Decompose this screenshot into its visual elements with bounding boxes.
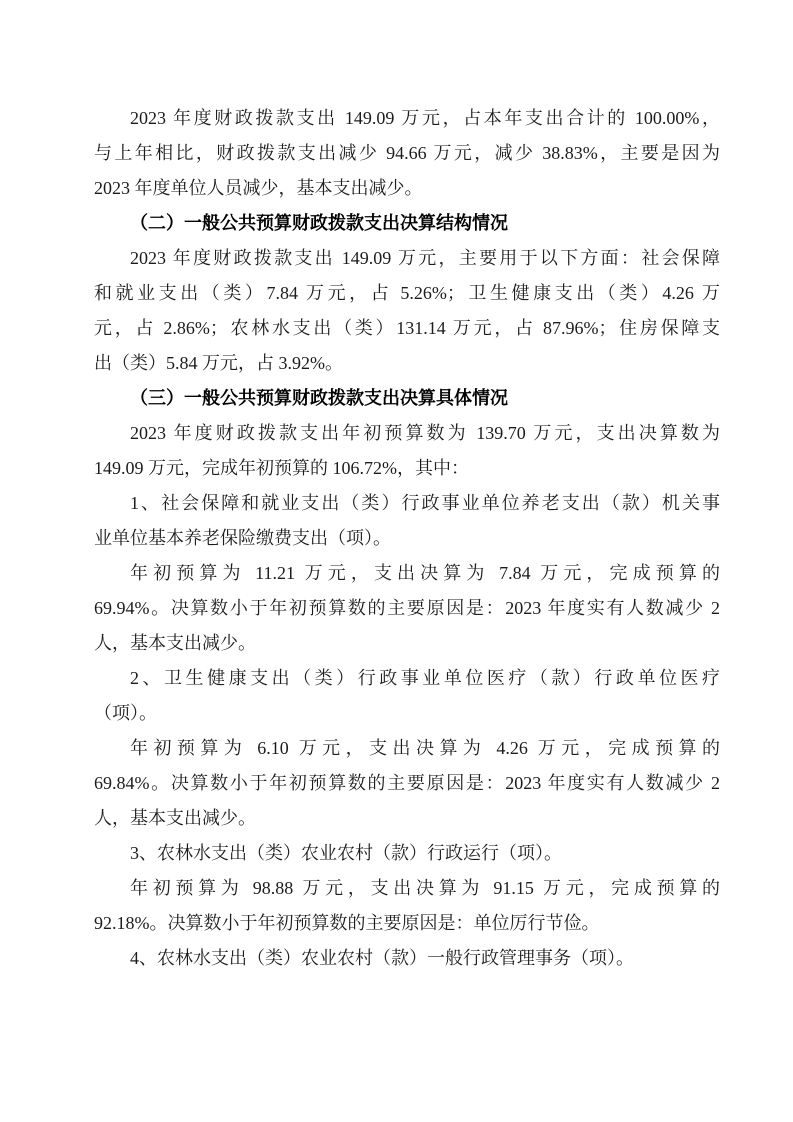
- text-line: 4、农林水支出（类）农业农村（款）一般行政管理事务（项）。: [130, 948, 634, 968]
- text-line: 人，基本支出减少。: [94, 808, 256, 828]
- text-line: 年初预算为 11.21 万元，支出决算为 7.84 万元，完成预算的: [130, 563, 720, 583]
- text-line: （项）。: [94, 703, 157, 723]
- document-body: [94, 101, 720, 976]
- text-line: 年初预算为 6.10 万元，支出决算为 4.26 万元，完成预算的: [130, 738, 720, 758]
- text-line: 和就业支出（类）7.84 万元，占 5.26%；卫生健康支出（类）4.26 万: [94, 283, 720, 303]
- text-line: 2、卫生健康支出（类）行政事业单位医疗（款）行政单位医疗: [130, 668, 720, 688]
- text-line: 人，基本支出减少。: [94, 633, 256, 653]
- text-line: 3、农林水支出（类）农业农村（款）行政运行（项）。: [130, 843, 562, 863]
- text-line: 出（类）5.84 万元，占 3.92%。: [94, 353, 343, 373]
- text-line: 2023 年度财政拨款支出 149.09 万元，主要用于以下方面：社会保障: [130, 248, 720, 268]
- text-line: 69.94%。决算数小于年初预算数的主要原因是：2023 年度实有人数减少 2: [94, 598, 720, 618]
- text-line: 69.84%。决算数小于年初预算数的主要原因是：2023 年度实有人数减少 2: [94, 773, 720, 793]
- section-heading: （二）一般公共预算财政拨款支出决算结构情况: [130, 213, 508, 233]
- text-line: 与上年相比，财政拨款支出减少 94.66 万元，减少 38.83%，主要是因为: [94, 143, 720, 163]
- text-line: 元，占 2.86%；农林水支出（类）131.14 万元，占 87.96%；住房保障支: [94, 318, 720, 338]
- text-line: 业单位基本养老保险缴费支出（项）。: [94, 528, 391, 548]
- text-line: 2023 年度财政拨款支出年初预算数为 139.70 万元，支出决算数为: [130, 423, 720, 443]
- text-line: 149.09 万元，完成年初预算的 106.72%，其中：: [94, 458, 469, 478]
- text-line: 2023 年度财政拨款支出 149.09 万元，占本年支出合计的 100.00%，: [130, 108, 720, 128]
- section-heading: （三）一般公共预算财政拨款支出决算具体情况: [130, 388, 508, 408]
- text-line: 1、社会保障和就业支出（类）行政事业单位养老支出（款）机关事: [130, 493, 720, 513]
- text-line: 2023 年度单位人员减少，基本支出减少。: [94, 178, 423, 198]
- text-line: 年初预算为 98.88 万元，支出决算为 91.15 万元，完成预算的: [130, 878, 720, 898]
- text-line: 92.18%。决算数小于年初预算数的主要原因是：单位厉行节俭。: [94, 913, 600, 933]
